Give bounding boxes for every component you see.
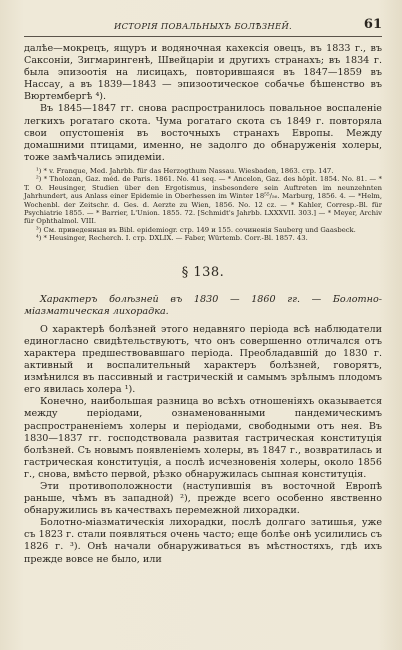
footnote: ²) * Tholozan, Gaz. méd. de Paris. 1861. No. 41 seq. — * Ancelon, Gaz. des hôpit. 1854. No. 81. — * T. O. Heusinger, Studien über den Ergotismus, insbesondere sein Auftreten im neunzehnten Jahrhundert, aus Anlass einer Epidemie in Oberhessen im Winter 18⁵⁵/₅₆. Marburg, 1856. 4. — *Helm, Wochenbl. der Zeitschr. d. Ges. d. Aerzte zu Wien, 1856. No. 12 cz. — * Kahler, Corresp.-Bl. für Psychiatrie 1855. — * Barrier, L'Union. 1855. 72. [Schmidt's Jahrbb. LXXXVII. 303.] — * Meyer, Archiv für Ophthalmol. VIII. [24,175,382,226]
paragraph: далѣе—мокрецъ, ящуръ и водяночная кахексія овецъ, въ 1833 г., въ Саксоніи, Зигмарингенѣ, Швейцаріи и другихъ странахъ; въ 1834 г. была эпизоотія на лисицахъ, повторившаяся въ 1847—1859 въ Нассау, а въ 1839—1843 — эпизоотическое собачье бѣшенство въ Вюртембергѣ ⁴). [24,43,382,103]
footnote: ¹) * v. Franque, Med. Jahrbb. für das Herzogthum Nassau. Wiesbaden, 1863. стр. 147. [36,166,334,175]
footnote: ⁴) * Heusinger, Recherch. I. стр. DXLIX. — Faber, Würtemb. Corr.-Bl. 1857. 43. [36,234,308,243]
paragraph: Конечно, наибольшая разница во всѣхъ отношеніяхъ оказывается между періодами, ознаменованными пандемическимъ распространеніемъ холеры и періодами, свободными отъ нея. Въ 1830—1837 гг. господствовала развитая гастрическая конституція болѣзней. Съ новымъ появленіемъ холеры, въ 1847 г., возвратилась и гастрическая конституція, а послѣ исчезновенія холеры, около 1856 г., снова, вмѣсто первой, рѣзко обнаружилась сыпная конституція. [24,396,382,480]
paragraph: Эти противоположности (наступившія въ восточной Европѣ раньше, чѣмъ въ западной) ²), прежде всего особенно явственно обнаружились въ качествахъ перемежной лихорадки. [24,481,382,517]
paragraph: Болотно-міазматическія лихорадки, послѣ долгаго затишья, уже съ 1823 г. стали появляться очень часто; еще болѣе онѣ усилились съ 1826 г. ³). Онѣ начали обнаруживаться въ мѣстностяхъ, гдѣ ихъ прежде вовсе не было, или [24,517,382,565]
section-number: § 138. [181,264,225,280]
paragraph: Въ 1845—1847 гг. снова распространилось повальное воспаленіе легкихъ рогатаго скота. Чума рогатаго скота съ 1849 г. повторяла свои опустошенія въ восточныхъ странахъ Европы. Между домашними птицами, именно, не задолго до обнаруженія холеры, тоже замѣчались эпидеміи. [24,103,382,163]
body-text-bottom [24,324,382,566]
paragraph: О характерѣ болѣзней этого недавняго періода всѣ наблюдатели единогласно свидѣтельствуютъ, что онъ совершенно отличался отъ характера предшествовавшаго періода. Преобладавшій до 1830 г. активный и воспалительный характеръ болѣзней, говорятъ, измѣнился въ пассивный и гастрическій и самымъ зрѣлымъ плодомъ его явилась холера ¹). [24,323,382,396]
footnotes [24,167,382,243]
body-text-top [24,43,382,164]
running-title: ИСТОРІЯ ПОВАЛЬНЫХЪ БОЛѢЗНЕЙ. [113,21,293,31]
footnote: ³) См. приведенныя въ Bibl. epidemiogr. стр. 149 и 155. сочиненія Sauberg und Gaasbeck. [36,225,356,234]
page-number: 61 [363,17,382,32]
running-header [24,17,382,37]
section-title: Характеръ болѣзней въ 1830 — 1860 гг. — Болотно-міазматическая лихорадка. [24,293,382,317]
